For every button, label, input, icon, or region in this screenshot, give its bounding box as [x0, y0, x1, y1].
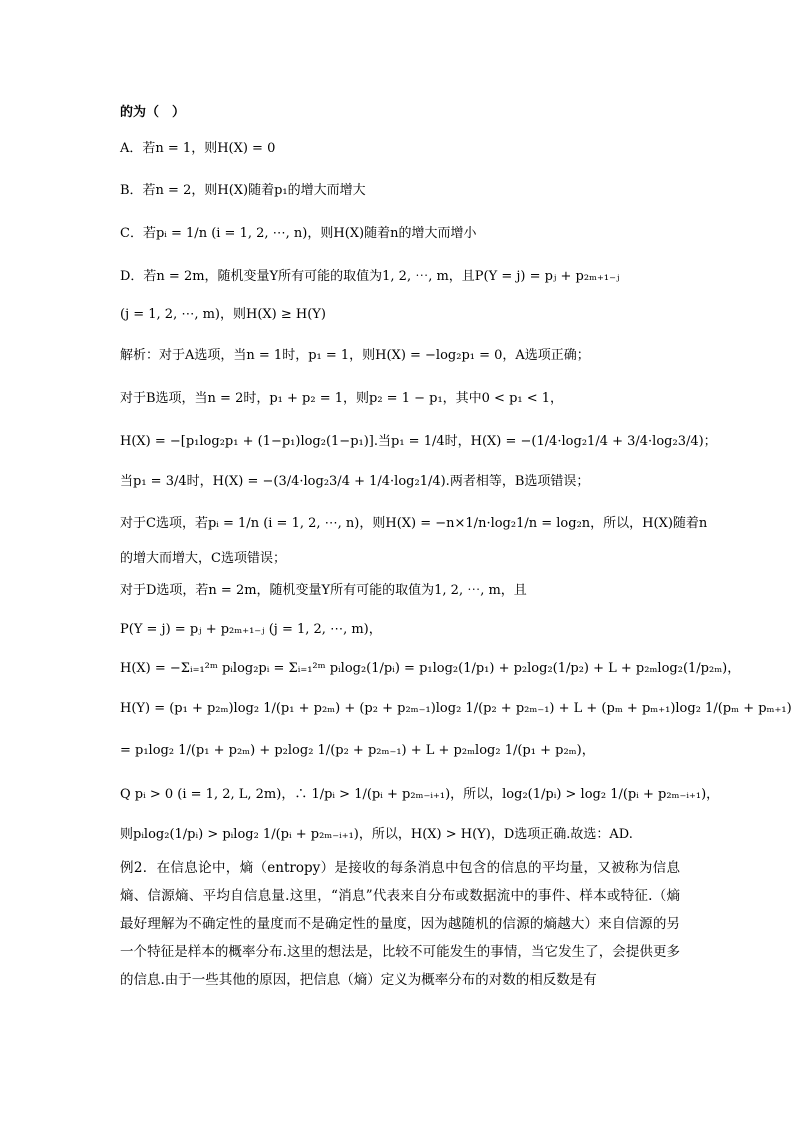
solution-b-3: 当p₁ = 3/4时，H(X) = −(3/4·log₂3/4 + 1/4·log₂1/4).两者相等，B选项错误； — [120, 474, 590, 489]
option-c: C．若pᵢ = 1/n (i = 1, 2, ⋯, n)，则H(X)随着n的增大而增小 — [120, 226, 477, 241]
solution-b-2: H(X) = −[p₁log₂p₁ + (1−p₁)log₂(1−p₁)].当p₁ = 1/4时，H(X) = −(1/4·log₂1/4 + 3/4·log₂3/4)； — [120, 434, 717, 449]
question-stem-tail: 的为（ ） — [120, 105, 186, 120]
option-d-cont: (j = 1, 2, ⋯, m)，则H(X) ≥ H(Y) — [120, 307, 326, 322]
solution-d-1: 对于D选项，若n = 2m，随机变量Y所有可能的取值为1, 2, ⋯, m，且 — [120, 583, 527, 598]
solution-d-hy-cont: = p₁log₂ 1/(p₁ + p₂ₘ) + p₂log₂ 1/(p₂ + p₂ₘ₋₁) + L + p₂ₘlog₂ 1/(p₁ + p₂ₘ)， — [120, 743, 595, 758]
example-2-paragraph: 例2．在信息论中，熵（entropy）是接收的每条消息中包含的信息的平均量，又被称为信息熵、信源熵、平均自信息量.这里，“消息”代表来自分布或数据流中的事件、样本或特征.（熵最好理解为不确定性的量度而不是确定性的量度，因为越随机的信源的熵越大）来自信源的另一个特征是样本的概率分布.这里的想法是，比较不可能发生的事情，当它发生了，会提供更多的信息.由于一些其他的原因，把信息（熵）定义为概率分布的对数的相反数是有 — [120, 860, 680, 988]
solution-d-2: P(Y = j) = pⱼ + p₂ₘ₊₁₋ⱼ (j = 1, 2, ⋯, m)， — [120, 622, 382, 637]
solution-b-1: 对于B选项，当n = 2时，p₁ + p₂ = 1，则p₂ = 1 − p₁，其中0 < p₁ < 1， — [120, 391, 564, 406]
option-b: B．若n = 2，则H(X)随着p₁的增大而增大 — [120, 183, 366, 198]
solution-d-ineq-1: Q pᵢ > 0 (i = 1, 2, L, 2m)，∴ 1/pᵢ > 1/(pᵢ + p₂ₘ₋ᵢ₊₁)，所以，log₂(1/pᵢ) > log₂ 1/(pᵢ + p₂ₘ₋ᵢ₊₁)， — [120, 787, 720, 802]
solution-d-hy: H(Y) = (p₁ + p₂ₘ)log₂ 1/(p₁ + p₂ₘ) + (p₂ + p₂ₘ₋₁)log₂ 1/(p₂ + p₂ₘ₋₁) + L + (pₘ + pₘ₊₁)log₂ 1/(pₘ + pₘ₊₁) — [120, 701, 792, 716]
solution-c-2: 的增大而增大，C选项错误； — [120, 551, 286, 566]
option-a: A．若n = 1，则H(X) = 0 — [120, 141, 276, 156]
solution-a: 解析：对于A选项，当n = 1时，p₁ = 1，则H(X) = −log₂p₁ = 0，A选项正确； — [120, 348, 590, 363]
solution-d-ineq-2: 则pᵢlog₂(1/pᵢ) > pᵢlog₂ 1/(pᵢ + p₂ₘ₋ᵢ₊₁)，所以，H(X) > H(Y)，D选项正确.故选：AD. — [120, 827, 633, 842]
solution-c-1: 对于C选项，若pᵢ = 1/n (i = 1, 2, ⋯, n)，则H(X) = −n×1/n·log₂1/n = log₂n，所以，H(X)随着n — [120, 516, 708, 531]
option-d: D．若n = 2m，随机变量Y所有可能的取值为1, 2, ⋯, m，且P(Y = j) = pⱼ + p₂ₘ₊₁₋ⱼ — [120, 269, 620, 284]
solution-d-hx: H(X) = −Σᵢ₌₁²ᵐ pᵢlog₂pᵢ = Σᵢ₌₁²ᵐ pᵢlog₂(1/pᵢ) = p₁log₂(1/p₁) + p₂log₂(1/p₂) + L + p₂ₘlog₂(1/p₂ₘ)， — [120, 661, 741, 676]
